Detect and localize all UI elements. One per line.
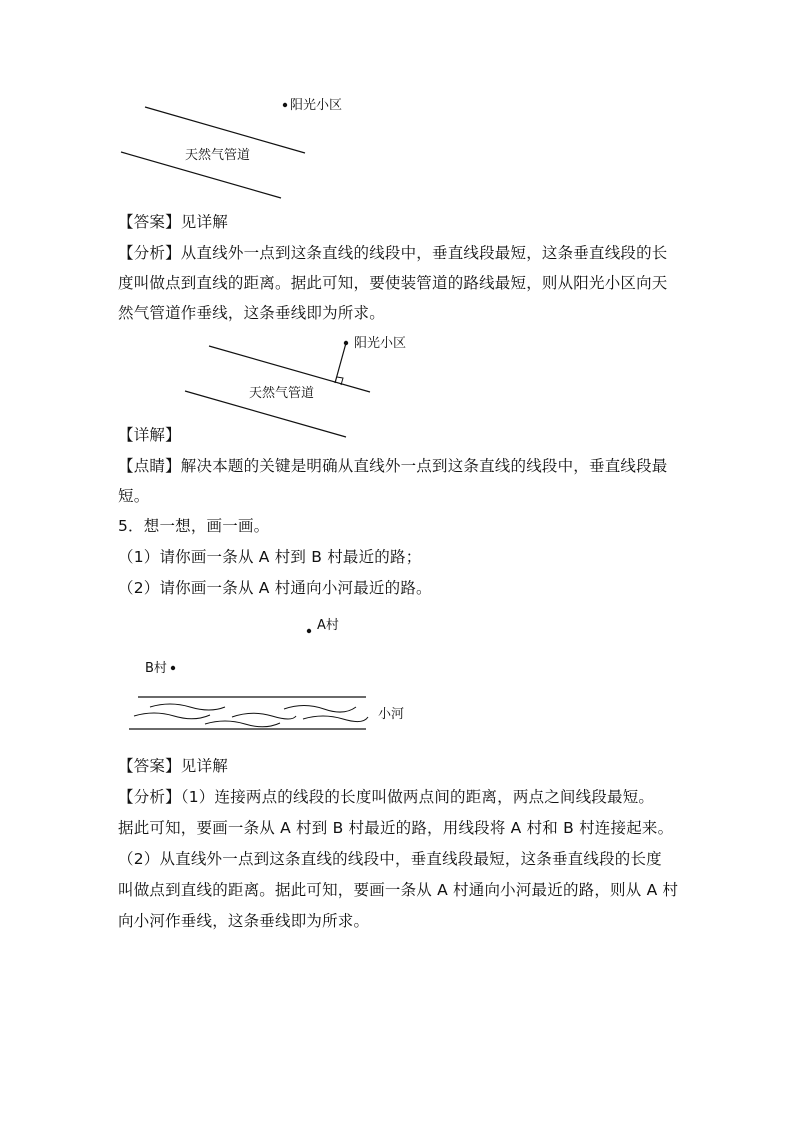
river-label: 小河 bbox=[378, 707, 405, 722]
q5-subquestion-1: （1）请你画一条从 A 村到 B 村最近的路； bbox=[118, 548, 422, 566]
sunshine-community-label-2: 阳光小区 bbox=[354, 336, 407, 351]
q5-analysis-line-2: 据此可知，要画一条从 A 村到 B 村最近的路，用线段将 A 村和 B 村连接起来。 bbox=[118, 819, 674, 837]
gas-pipe-label: 天然气管道 bbox=[185, 148, 251, 163]
river-wave-3 bbox=[134, 713, 210, 719]
q4-analysis-line-1: 【分析】从直线外一点到这条直线的线段中，垂直线段最短，这条垂直线段的长 bbox=[118, 244, 668, 262]
sunshine-community-label: 阳光小区 bbox=[290, 98, 343, 113]
village-b-label: B村 bbox=[145, 661, 167, 676]
village-b-point bbox=[171, 666, 175, 670]
q5-analysis-line-3: （2）从直线外一点到这条直线的线段中，垂直线段最短，这条垂直线段的长度 bbox=[118, 850, 662, 868]
q4-analysis-line-3: 然气管道作垂线，这条垂线即为所求。 bbox=[118, 304, 385, 322]
q5-title: 5．想一想，画一画。 bbox=[118, 517, 270, 535]
village-a-point bbox=[307, 629, 311, 633]
q5-answer: 【答案】见详解 bbox=[118, 757, 228, 775]
river-wave-4 bbox=[232, 713, 296, 719]
village-a-label: A村 bbox=[317, 618, 339, 633]
river-wave-1 bbox=[150, 704, 225, 710]
q4-answer: 【答案】见详解 bbox=[118, 213, 228, 231]
q5-subquestion-2: （2）请你画一条从 A 村通向小河最近的路。 bbox=[118, 579, 432, 597]
q5-analysis-line-1: 【分析】（1）连接两点的线段的长度叫做两点间的距离，两点之间线段最短。 bbox=[118, 788, 655, 806]
q4-tip-line-1: 【点睛】解决本题的关键是明确从直线外一点到这条直线的线段中，垂直线段最 bbox=[118, 457, 668, 475]
river-wave-2 bbox=[284, 706, 356, 713]
q5-analysis-line-4: 叫做点到直线的距离。据此可知，要画一条从 A 村通向小河最近的路，则从 A 村 bbox=[118, 881, 679, 899]
river-wave-6 bbox=[205, 721, 280, 727]
q4-detail: 【详解】 bbox=[118, 426, 181, 444]
q5-analysis-line-5: 向小河作垂线，这条垂线即为所求。 bbox=[118, 912, 370, 930]
river-wave-5 bbox=[303, 716, 368, 722]
gas-pipe-label-2: 天然气管道 bbox=[249, 386, 315, 401]
q4-analysis-line-2: 度叫做点到直线的距离。据此可知，要使装管道的路线最短，则从阳光小区向天 bbox=[118, 274, 668, 292]
q4-tip-line-2: 短。 bbox=[118, 487, 150, 505]
